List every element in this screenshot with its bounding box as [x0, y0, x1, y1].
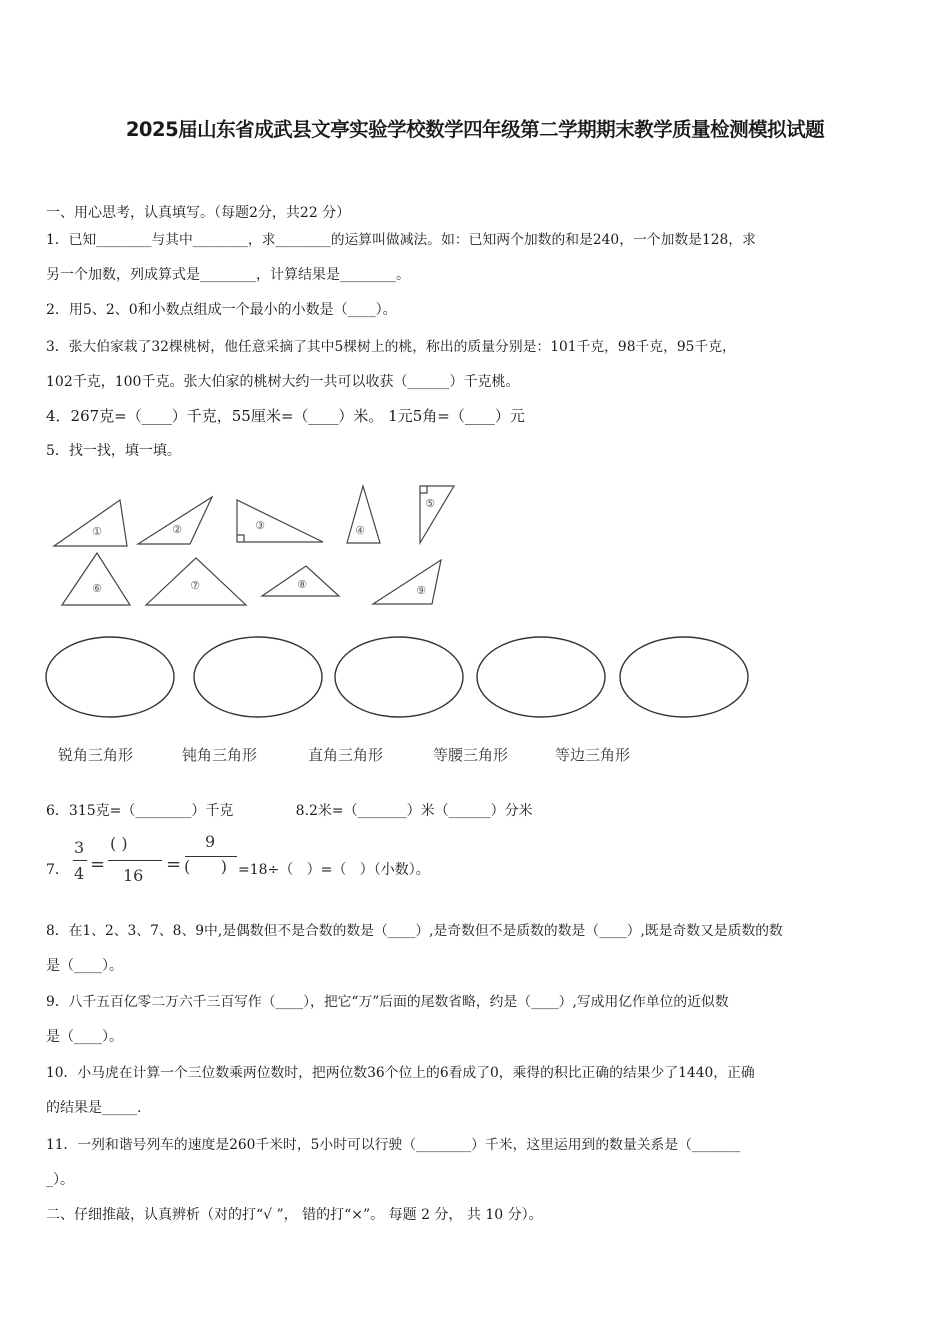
question-3-line-1: 3．张大伯家栽了32棵桃树，他任意采摘了其中5棵树上的桃，称出的质量分别是：101千克，98千克，95千克，: [46, 339, 736, 355]
question-7-number: 7．: [46, 862, 69, 878]
triangle-3-label: ③: [255, 519, 265, 532]
fraction-2-numerator: ( ): [110, 834, 128, 853]
triangle-3: [237, 500, 323, 542]
triangle-1: [54, 500, 127, 546]
classification-ovals: [40, 632, 760, 724]
fraction-1-numerator: 3: [74, 838, 85, 857]
question-9-line-1: 9．八千五百亿零二万六千三百写作（____），把它“万”后面的尾数省略，约是（____）,写成用亿作单位的近似数: [46, 994, 729, 1010]
question-11-line-2: _）。: [46, 1172, 74, 1188]
section-2-heading: 二、仔细推敲，认真辨析（对的打“√ ”， 错的打“×”。 每题 2 分， 共 10 分）。: [46, 1207, 543, 1223]
label-obtuse-triangle: 钝角三角形: [182, 746, 258, 764]
oval-obtuse: [194, 637, 322, 717]
question-9-line-2: 是（____）。: [46, 1029, 123, 1045]
triangle-6: [62, 553, 130, 605]
question-10-line-1: 10．小马虎在计算一个三位数乘两位数时，把两位数36个位上的6看成了0，乘得的积比正确的结果少了1440，正确: [46, 1065, 755, 1081]
triangle-5-label: ⑤: [425, 497, 435, 510]
question-3-line-2: 102千克，100千克。张大伯家的桃树大约一共可以收获（______）千克桃。: [46, 374, 520, 390]
question-1-line-2: 另一个加数，列成算式是________，计算结果是________。: [46, 267, 410, 283]
oval-right: [335, 637, 463, 717]
question-8-line-2: 是（____）。: [46, 958, 123, 974]
question-11-line-1: 11．一列和谐号列车的速度是260千米时，5小时可以行驶（________）千米，这里运用到的数量关系是（_______: [46, 1137, 741, 1153]
triangle-6-label: ⑥: [92, 582, 102, 595]
triangle-5: [420, 486, 454, 543]
oval-equilateral: [620, 637, 748, 717]
fraction-3-numerator: 9: [205, 832, 216, 851]
label-right-triangle: 直角三角形: [308, 746, 384, 764]
fraction-2-bar: [108, 860, 162, 861]
right-angle-mark-5: [420, 486, 427, 493]
triangle-2-label: ②: [172, 523, 182, 536]
page-title: 2025届山东省成武县文亭实验学校数学四年级第二学期期末教学质量检测模拟试题: [125, 118, 825, 141]
question-7-rest: =18÷（ ）=（ ）（小数）。: [238, 862, 430, 878]
triangle-9: [373, 560, 441, 604]
question-6: 6．315克=（________）千克 8.2米=（_______）米（______）分米: [46, 803, 533, 819]
equals-sign-2: =: [166, 854, 182, 875]
right-angle-mark-3: [237, 535, 244, 542]
triangle-9-label: ⑨: [416, 584, 426, 597]
question-5: 5．找一找，填一填。: [46, 443, 181, 459]
triangle-7-label: ⑦: [190, 579, 200, 592]
question-1-line-1: 1．已知________与其中________，求________的运算叫做减法。如：已知两个加数的和是240，一个加数是128，求: [46, 232, 756, 248]
oval-acute: [46, 637, 174, 717]
triangles-figure: [40, 480, 480, 615]
label-isosceles-triangle: 等腰三角形: [433, 746, 509, 764]
label-equilateral-triangle: 等边三角形: [555, 746, 631, 764]
fraction-2-denominator: 16: [123, 866, 144, 885]
label-acute-triangle: 锐角三角形: [58, 746, 134, 764]
triangle-2: [138, 497, 212, 544]
equals-sign-1: =: [90, 854, 106, 875]
triangle-1-label: ①: [92, 525, 102, 538]
triangle-4-label: ④: [355, 524, 365, 537]
fraction-1-denominator: 4: [74, 864, 85, 883]
question-10-line-2: 的结果是_____.: [46, 1100, 142, 1116]
oval-isosceles: [477, 637, 605, 717]
fraction-3-denominator: ( ): [184, 857, 227, 876]
question-2: 2．用5、2、0和小数点组成一个最小的小数是（____）。: [46, 302, 397, 318]
section-1-heading: 一、用心思考，认真填写。（每题2分，共22 分）: [46, 205, 351, 221]
question-4: 4．267克=（____）千克，55厘米=（____）米。 1元5角=（____）元: [46, 407, 525, 425]
question-8-line-1: 8．在1、2、3、7、8、9中,是偶数但不是合数的数是（____）,是奇数但不是质数的数是（____）,既是奇数又是质数的数: [46, 923, 783, 939]
fraction-1-bar: [73, 860, 87, 861]
triangle-8-label: ⑧: [297, 578, 307, 591]
